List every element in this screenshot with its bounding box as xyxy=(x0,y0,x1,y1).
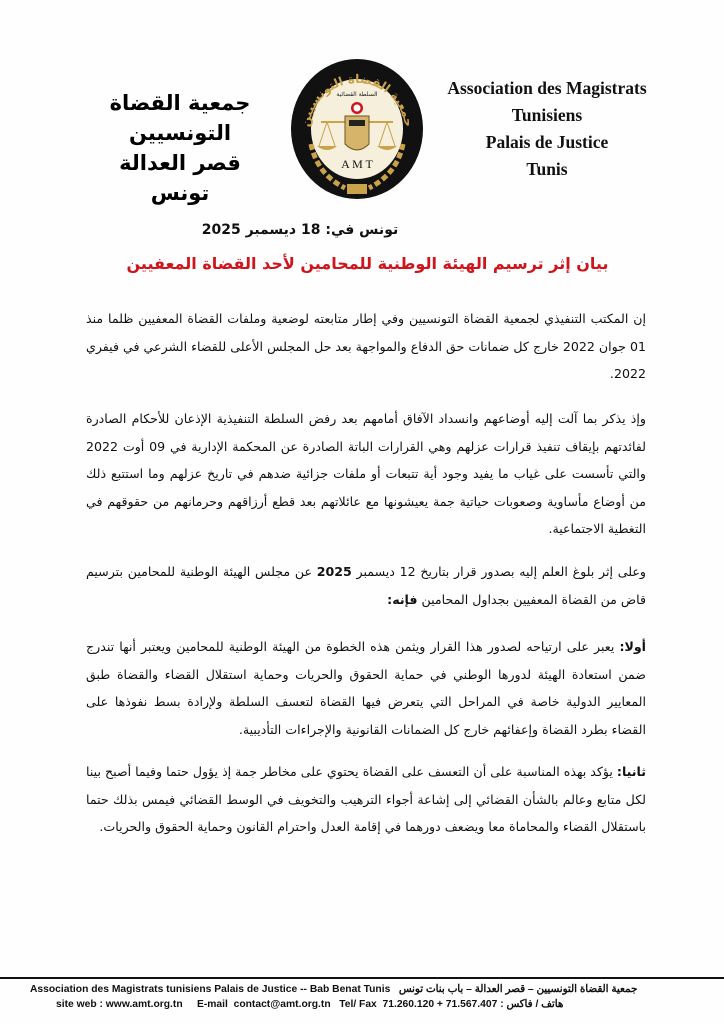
second-point-text: يؤكد بهذه المناسبة على أن التعسف على القضاة يحتوي على مخاطر جمة إذ يؤول حتما وفيما أصبح بينا لكل متابع وعالم بالشأن القضائي إلى إشاعة أجواء الترهيب والتخويف في الوسط القضائي فيمس بذلك حتما باستقلال القضاء والمحاماة معا ويضعف دورهما في إقامة العدل واحترام القانون وحماية الحقوق والحريات. xyxy=(86,764,646,834)
letterhead xyxy=(0,50,724,210)
svg-text:السلطة القضائية: السلطة القضائية xyxy=(336,91,378,98)
org-name-french-2: Tunisiens xyxy=(511,105,583,125)
paragraph-intro: إن المكتب التنفيذي لجمعية القضاة التونسيين وفي إطار متابعته لوضعية وملفات القضاة المعفيين ظلما منذ 01 جوان 2022 خارج كل ضمانات حق الدفاع والمواجهة بعد حل المجلس الأعلى للقضاء الشرعي في فيفري 2022. xyxy=(86,311,646,381)
letterhead-arabic xyxy=(80,88,280,208)
letterhead-french xyxy=(432,75,662,183)
palace-arabic: قصر العدالة xyxy=(119,151,241,175)
palace-french: Palais de Justice xyxy=(485,132,609,152)
footer-address xyxy=(30,983,720,995)
decision-year: 2025 xyxy=(316,564,352,579)
footer-contact xyxy=(56,998,724,1010)
svg-text:جمعية القضاة التونسيين: جمعية القضاة التونسيين xyxy=(298,71,416,128)
first-point-label: أولا: xyxy=(619,639,646,654)
paragraph-context: وإذ يذكر بما آلت إليه أوضاعهم وانسداد الآفاق أمامهم بعد رفض السلطة التنفيذية الإذعان للأحكام الصادرة لفائدتهم بإيقاف تنفيذ قرارات عزلهم وهي القرارات الباتة الصادرة عن المحكمة الإدارية في 09 أوت 2022 والتي تأسست على غياب ما يفيد وجود أية تتبعات أو ملفات جزائية ضدهم في تاريخ عزلهم وما استتبع ذلك من أوضاع مأساوية وصعوبات حياتية جمة يعيشونها مع عائلاتهم بعد قطع أرزاقهم وحرمانهم من حقوقهم في التغطية الاجتماعية. xyxy=(86,411,646,536)
amt-emblem-icon xyxy=(287,56,427,202)
paragraph-second-point xyxy=(86,758,646,841)
second-point-label: ثانيا: xyxy=(616,764,646,779)
site-label: site web : xyxy=(56,999,103,1010)
org-name-arabic: جمعية القضاة التونسيين xyxy=(109,91,251,145)
first-point-text: يعبر على ارتياحه لصدور هذا القرار ويثمن هذه الخطوة من الهيئة الوطنية للمحامين ويعتبر أنها تندرج ضمن استعادة الهيئة لدورها الوطني في حماية الحقوق والحريات وحماية استقلال القضاء والقضاة طبق المعايير الدولية خاصة في المراحل التي يتعرض فيها القضاة لتعسف السلطة ولإرادة بسط نفوذها على القضاء بطرد القضاة وإعفائهم خارج كل الضمانات القانونية والإجراءات التأديبية. xyxy=(86,639,646,737)
city-french: Tunis xyxy=(526,159,568,179)
therefore-label: فإنه: xyxy=(387,591,418,607)
footer-divider xyxy=(0,977,724,979)
telfax-label: Tel/ Fax xyxy=(339,999,377,1010)
paragraph-first-point xyxy=(86,633,646,743)
phone-numbers: 71.260.120 + 71.567.407 xyxy=(382,999,498,1010)
footer-address-french: Association des Magistrats tunisiens Palais de Justice -- Bab Benat Tunis xyxy=(30,984,391,995)
paragraph-decision xyxy=(86,558,646,613)
email-link[interactable]: contact@amt.org.tn xyxy=(233,999,331,1010)
org-name-french-1: Association des Magistrats xyxy=(447,78,647,98)
decision-text-end: عن مجلس الهيئة الوطنية للمحامين بترسيم قاض من القضاة المعفيين بجداول المحامين xyxy=(86,564,646,607)
date-line: تونس في: 18 ديسمبر 2025 xyxy=(201,222,399,238)
email-label: E-mail xyxy=(196,999,228,1010)
decision-text-start: وعلى إثر بلوغ العلم إليه بصدور قرار بتاريخ 12 ديسمبر xyxy=(351,564,646,579)
site-link[interactable]: www.amt.org.tn xyxy=(105,999,183,1010)
city-arabic: تونس xyxy=(150,181,210,205)
document-title: بيان إثر ترسيم الهيئة الوطنية للمحامين لأحد القضاة المعفيين xyxy=(126,254,609,273)
svg-text:A M T: A M T xyxy=(341,157,373,171)
footer-address-arabic: جمعية القضاة التونسيين – قصر العدالة – باب بنات تونس xyxy=(398,984,638,995)
telfax-label-arabic: هاتف / فاكس : xyxy=(500,999,564,1010)
